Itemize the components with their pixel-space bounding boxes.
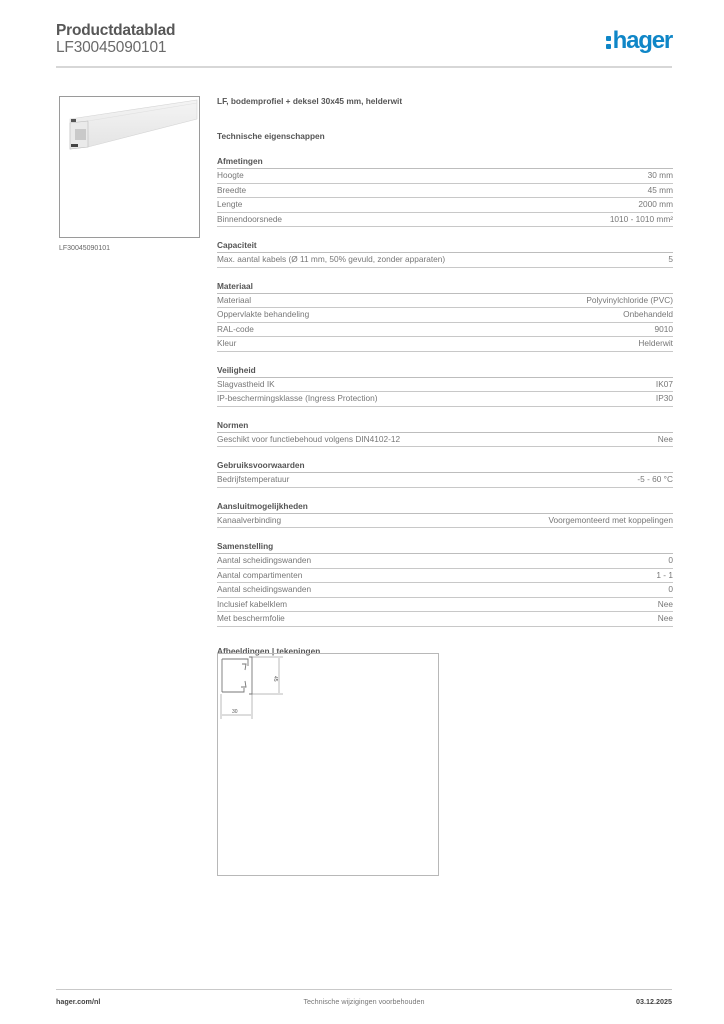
spec-row bbox=[217, 184, 673, 199]
spec-value: IP30 bbox=[655, 393, 673, 403]
spec-label: Met beschermfolie bbox=[217, 613, 285, 623]
spec-label: Bedrijfstemperatuur bbox=[217, 474, 290, 484]
spec-row bbox=[217, 308, 673, 323]
spec-label: Oppervlakte behandeling bbox=[217, 309, 310, 319]
spec-row bbox=[217, 612, 673, 627]
spec-label: Kanaalverbinding bbox=[217, 514, 282, 525]
spec-label: Aantal scheidingswanden bbox=[217, 555, 312, 565]
document-header bbox=[56, 22, 175, 57]
product-content bbox=[217, 96, 673, 656]
dim-width-label: 30 bbox=[232, 709, 238, 715]
spec-group bbox=[217, 501, 673, 529]
spec-label: Breedte bbox=[217, 184, 247, 195]
spec-row bbox=[217, 378, 673, 393]
spec-row bbox=[217, 337, 673, 352]
spec-group-title: Normen bbox=[217, 420, 673, 433]
spec-row bbox=[217, 323, 673, 338]
spec-row bbox=[217, 433, 673, 448]
spec-label: Slagvastheid IK bbox=[217, 378, 275, 389]
spec-group bbox=[217, 420, 673, 448]
spec-value: Nee bbox=[657, 433, 673, 444]
spec-value: Helderwit bbox=[638, 338, 673, 348]
footer-divider bbox=[56, 989, 672, 990]
hager-logo bbox=[606, 27, 672, 55]
spec-label: Kleur bbox=[217, 338, 237, 348]
spec-label: Inclusief kabelklem bbox=[217, 598, 288, 609]
spec-group-title: Materiaal bbox=[217, 281, 673, 294]
spec-value: 2000 mm bbox=[638, 199, 673, 209]
spec-row bbox=[217, 473, 673, 488]
spec-value: Nee bbox=[657, 613, 673, 623]
spec-groups bbox=[217, 156, 673, 627]
spec-label: Materiaal bbox=[217, 294, 252, 305]
spec-group-title: Samenstelling bbox=[217, 541, 673, 554]
cross-section-drawing-icon bbox=[218, 654, 438, 875]
spec-group bbox=[217, 365, 673, 407]
spec-group bbox=[217, 281, 673, 352]
spec-row bbox=[217, 554, 673, 569]
spec-row bbox=[217, 169, 673, 184]
dim-height-label: 45 bbox=[272, 676, 278, 682]
photo-caption: LF30045090101 bbox=[59, 245, 110, 252]
spec-label: Aantal scheidingswanden bbox=[217, 584, 312, 594]
spec-value: Voorgemonteerd met koppelingen bbox=[548, 514, 673, 525]
logo-text: hager bbox=[612, 27, 672, 54]
spec-label: RAL-code bbox=[217, 323, 254, 334]
spec-row bbox=[217, 569, 673, 584]
spec-value: 5 bbox=[668, 254, 673, 264]
header-divider bbox=[56, 66, 672, 68]
spec-label: Hoogte bbox=[217, 170, 244, 180]
spec-value: Polyvinylchloride (PVC) bbox=[586, 294, 673, 305]
spec-value: Nee bbox=[657, 598, 673, 609]
spec-row bbox=[217, 392, 673, 407]
technical-drawing bbox=[217, 653, 439, 876]
spec-group bbox=[217, 156, 673, 227]
spec-row bbox=[217, 198, 673, 213]
spec-group bbox=[217, 541, 673, 627]
spec-value: 30 mm bbox=[647, 170, 673, 180]
spec-value: Onbehandeld bbox=[623, 309, 673, 319]
section-title-tech: Technische eigenschappen bbox=[217, 131, 325, 141]
spec-group-title: Aansluitmogelijkheden bbox=[217, 501, 673, 514]
spec-label: Aantal compartimenten bbox=[217, 569, 303, 580]
spec-value: -5 - 60 °C bbox=[637, 474, 673, 484]
spec-label: Lengte bbox=[217, 199, 243, 209]
spec-row bbox=[217, 253, 673, 268]
footer-website-link[interactable]: hager.com/nl bbox=[56, 997, 101, 1006]
spec-label: IP-beschermingsklasse (Ingress Protection) bbox=[217, 393, 378, 403]
document-title: Productdatablad bbox=[56, 22, 176, 39]
spec-group-title: Veiligheid bbox=[217, 365, 673, 378]
footer-date: 03.12.2025 bbox=[636, 997, 672, 1006]
spec-value: 9010 bbox=[654, 323, 673, 334]
product-name: LF, bodemprofiel + deksel 30x45 mm, helderwit bbox=[217, 96, 403, 106]
spec-group bbox=[217, 460, 673, 488]
spec-row bbox=[217, 514, 673, 529]
spec-row bbox=[217, 294, 673, 309]
drawings-title: Afbeeldingen | tekeningen bbox=[217, 645, 321, 656]
spec-value: IK07 bbox=[655, 378, 673, 389]
spec-label: Binnendoorsnede bbox=[217, 213, 283, 224]
product-code: LF30045090101 bbox=[56, 39, 167, 56]
spec-group-title: Gebruiksvoorwaarden bbox=[217, 460, 673, 473]
spec-group-title: Capaciteit bbox=[217, 240, 673, 253]
spec-label: Max. aantal kabels (Ø 11 mm, 50% gevuld, zonder apparaten) bbox=[217, 254, 446, 264]
spec-value: 1010 - 1010 mm² bbox=[609, 213, 673, 224]
footer-disclaimer: Technische wijzigingen voorbehouden bbox=[303, 997, 425, 1006]
spec-value: 1 - 1 bbox=[656, 569, 673, 580]
cable-duct-image-icon bbox=[60, 97, 199, 237]
spec-row bbox=[217, 598, 673, 613]
spec-group bbox=[217, 240, 673, 268]
spec-row bbox=[217, 213, 673, 228]
spec-row bbox=[217, 583, 673, 598]
spec-value: 0 bbox=[668, 584, 673, 594]
spec-label: Geschikt voor functiebehoud volgens DIN4102-12 bbox=[217, 433, 401, 444]
product-photo bbox=[59, 96, 200, 238]
logo-colon-icon bbox=[606, 35, 611, 49]
spec-group-title: Afmetingen bbox=[217, 156, 673, 169]
spec-value: 0 bbox=[668, 555, 673, 565]
spec-value: 45 mm bbox=[647, 184, 673, 195]
